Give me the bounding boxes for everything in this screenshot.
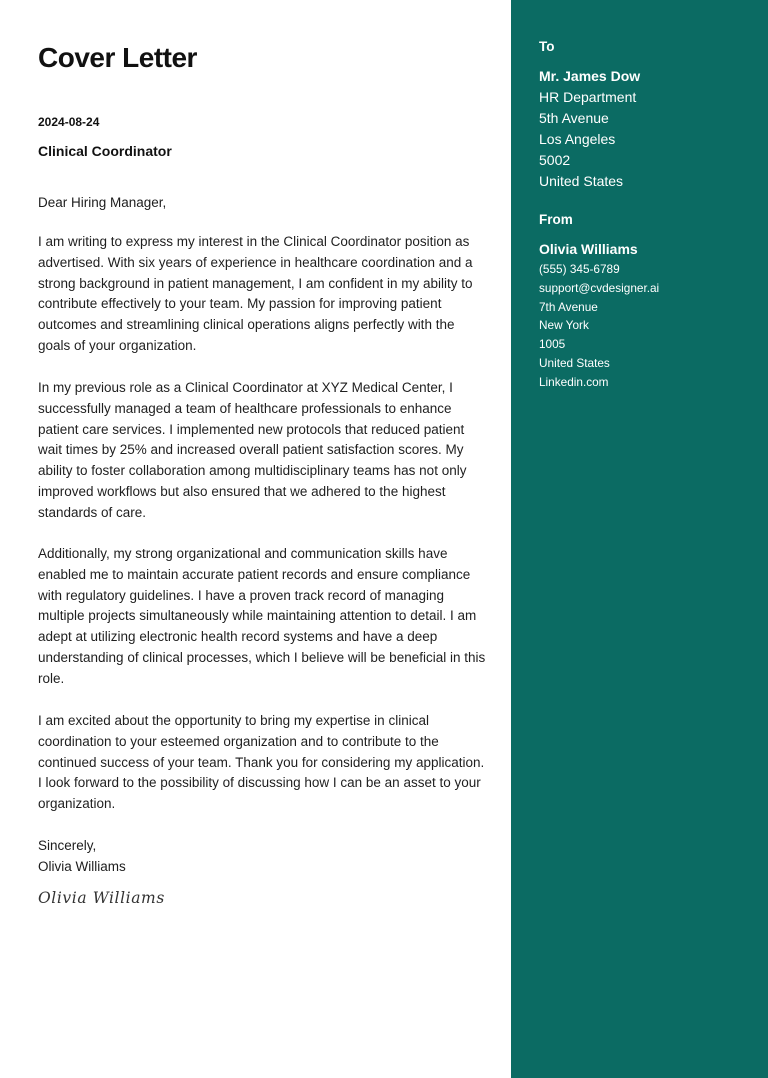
page-title: Cover Letter xyxy=(38,42,197,73)
paragraph-1: I am writing to express my interest in the Clinical Coordinator position as advertised. With six years of experience in healthcare coordination and a strong background in patient management, I am confident in my ability to contribute effectively to your team. My passion for improving patient outcomes and streamlining clinical operations aligns perfectly with the goals of your organization. xyxy=(38,234,473,353)
sender-email: support@cvdesigner.ai xyxy=(539,280,660,295)
paragraph-3: Additionally, my strong organizational and communication skills have enabled me to maintain accurate patient records and ensure compliance with regulatory guidelines. I have a proven track record of managing multiple projects simultaneously while maintaining attention to detail. I am adept at utilizing electronic health record systems and have a deep understanding of clinical processes, which I believe will be beneficial in this role. xyxy=(38,546,486,686)
recipient-street: 5th Avenue xyxy=(539,110,609,126)
signature: Olivia Williams xyxy=(38,889,165,907)
job-position: Clinical Coordinator xyxy=(38,143,172,159)
recipient-zip: 5002 xyxy=(539,152,571,168)
recipient-name: Mr. James Dow xyxy=(539,68,641,84)
sender-city: New York xyxy=(539,318,589,333)
sender-linkedin-link[interactable]: Linkedin.com xyxy=(539,374,609,389)
recipient-city: Los Angeles xyxy=(539,131,616,147)
letter-date: 2024-08-24 xyxy=(38,115,100,129)
recipient-block xyxy=(539,66,640,192)
sender-zip: 1005 xyxy=(539,337,566,352)
recipient-country: United States xyxy=(539,173,624,189)
sender-phone: (555) 345-6789 xyxy=(539,262,620,276)
closing-block xyxy=(38,836,126,878)
recipient-department: HR Department xyxy=(539,89,637,105)
sender-street: 7th Avenue xyxy=(539,299,598,314)
paragraph-4: I am excited about the opportunity to bring my expertise in clinical coordination to your esteemed organization and to contribute to the continued success of your team. Thank you for considering my application. I look forward to the possibility of discussing how I can be an asset to your organization. xyxy=(38,713,485,812)
salutation: Dear Hiring Manager, xyxy=(38,195,167,210)
sender-name: Olivia Williams xyxy=(539,241,638,257)
from-heading: From xyxy=(539,212,573,227)
closing-name: Olivia Williams xyxy=(38,858,126,874)
to-heading: To xyxy=(539,39,555,54)
closing-text: Sincerely, xyxy=(38,838,97,853)
sender-block xyxy=(539,239,659,392)
paragraph-2: In my previous role as a Clinical Coordinator at XYZ Medical Center, I successfully managed a team of healthcare professionals to enhance patient care services. I implemented new protocols that reduced patient wait times by 25% and increased overall patient satisfaction scores. My ability to foster collaboration among multidisciplinary teams has not only improved workflows but also ensured that we adhered to the highest standards of care. xyxy=(38,380,467,520)
sender-country: United States xyxy=(539,355,610,370)
contact-sidebar xyxy=(511,0,768,1078)
